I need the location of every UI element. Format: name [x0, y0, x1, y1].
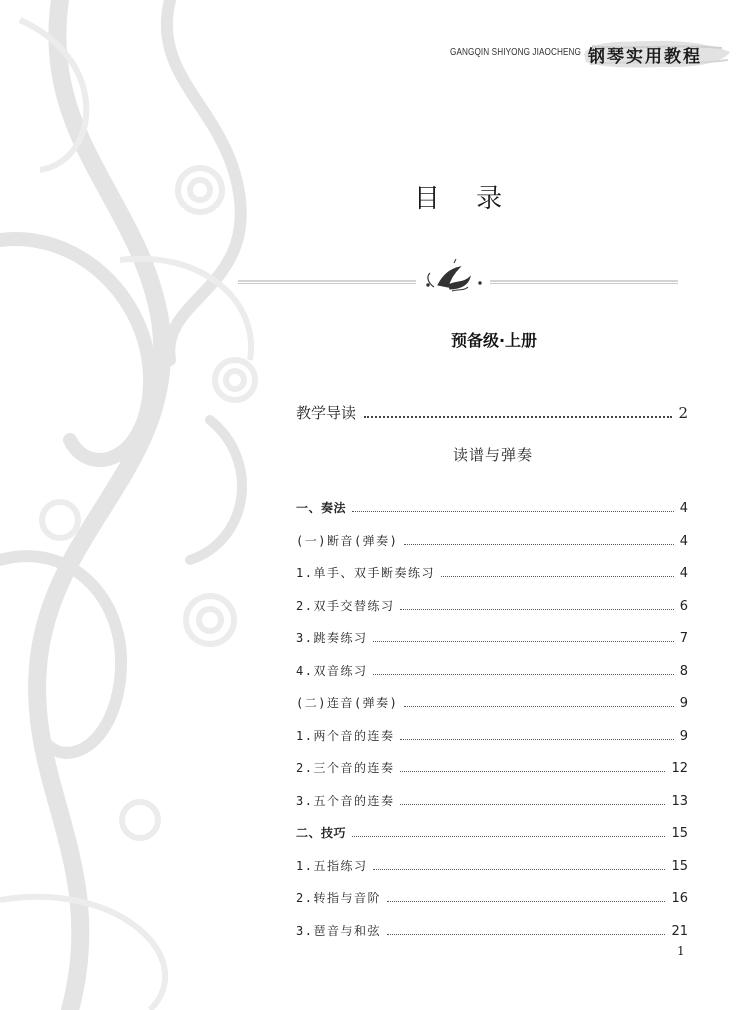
leader-dots — [400, 609, 673, 610]
leader-dots — [400, 804, 665, 805]
leader-dots — [364, 416, 672, 418]
toc-entry-page: 9 — [679, 696, 688, 711]
page-title: 目 录 — [413, 184, 517, 214]
leader-dots — [373, 641, 673, 642]
leader-dots — [400, 739, 673, 740]
toc-entry-label: (二)连音(弹奏) — [296, 696, 399, 710]
toc-entry[interactable] — [296, 824, 688, 857]
page-number: 1 — [677, 944, 685, 958]
toc-entry-label: 1.单手、双手断奏练习 — [296, 566, 435, 580]
toc-entry-page: 8 — [679, 663, 688, 679]
ornament-divider — [238, 255, 678, 295]
toc-entry[interactable] — [296, 857, 688, 890]
toc-entry[interactable] — [296, 922, 688, 955]
toc-entry[interactable] — [296, 597, 688, 630]
toc-entry[interactable] — [296, 792, 688, 825]
leader-dots — [387, 934, 666, 935]
header-latin-title: GANGQIN SHIYONG JIAOCHENG — [450, 47, 581, 58]
toc-entry-page: 16 — [671, 891, 688, 906]
toc-entry[interactable] — [296, 532, 688, 565]
running-header — [450, 38, 730, 72]
toc-entry-page: 15 — [671, 826, 688, 841]
toc-entry[interactable] — [296, 629, 688, 662]
toc-entry-label: (一)断音(弹奏) — [296, 533, 399, 548]
toc-entry[interactable] — [296, 759, 688, 792]
toc-entry-page: 15 — [671, 858, 688, 874]
leader-dots — [352, 836, 665, 837]
leader-dots — [373, 674, 673, 675]
toc-entry-page: 12 — [671, 761, 688, 776]
toc-entry-label: 3.五个音的连奏 — [296, 793, 395, 808]
toc-entry-page: 4 — [679, 501, 688, 516]
toc-entry-page: 7 — [679, 631, 688, 646]
toc-entry-label: 3.琶音与和弦 — [296, 923, 381, 938]
toc-entry[interactable] — [296, 694, 688, 727]
toc-entry-label: 3.跳奏练习 — [296, 631, 368, 645]
toc-entry-page: 9 — [679, 728, 688, 744]
toc-intro-entry[interactable] — [296, 402, 688, 426]
toc-intro-page: 2 — [678, 404, 688, 422]
leader-dots — [404, 544, 673, 545]
leader-dots — [373, 869, 665, 870]
toc-entry-label: 2.双手交替练习 — [296, 598, 395, 613]
toc-intro-label: 教学导读 — [296, 404, 357, 422]
toc-entry-page: 4 — [679, 566, 688, 581]
toc-entry-label: 2.三个音的连奏 — [296, 761, 395, 775]
leader-dots — [400, 771, 665, 772]
section-heading: 读谱与弹奏 — [452, 446, 533, 464]
toc-entry-page: 21 — [671, 923, 688, 939]
leader-dots — [404, 706, 673, 707]
toc-entry-page: 4 — [679, 533, 688, 549]
toc-entry-page: 6 — [679, 598, 688, 614]
toc-entry[interactable] — [296, 727, 688, 760]
volume-subtitle: 预备级·上册 — [450, 331, 538, 350]
toc-entry[interactable] — [296, 499, 688, 532]
toc-entry-label: 1.五指练习 — [296, 858, 368, 873]
toc-entry-label: 2.转指与音阶 — [296, 891, 381, 905]
toc-entry[interactable] — [296, 889, 688, 922]
toc-entry[interactable] — [296, 662, 688, 695]
toc-entry[interactable] — [296, 564, 688, 597]
toc-list — [296, 499, 688, 954]
leader-dots — [441, 576, 674, 577]
header-brand-title: 钢琴实用教程 — [588, 47, 702, 67]
leader-dots — [352, 511, 674, 512]
leader-dots — [387, 901, 666, 902]
toc-entry-label: 一、奏法 — [296, 501, 347, 515]
toc-entry-label: 二、技巧 — [296, 826, 347, 840]
toc-entry-page: 13 — [671, 793, 688, 809]
toc-entry-label: 1.两个音的连奏 — [296, 728, 395, 743]
toc-entry-label: 4.双音练习 — [296, 663, 368, 678]
